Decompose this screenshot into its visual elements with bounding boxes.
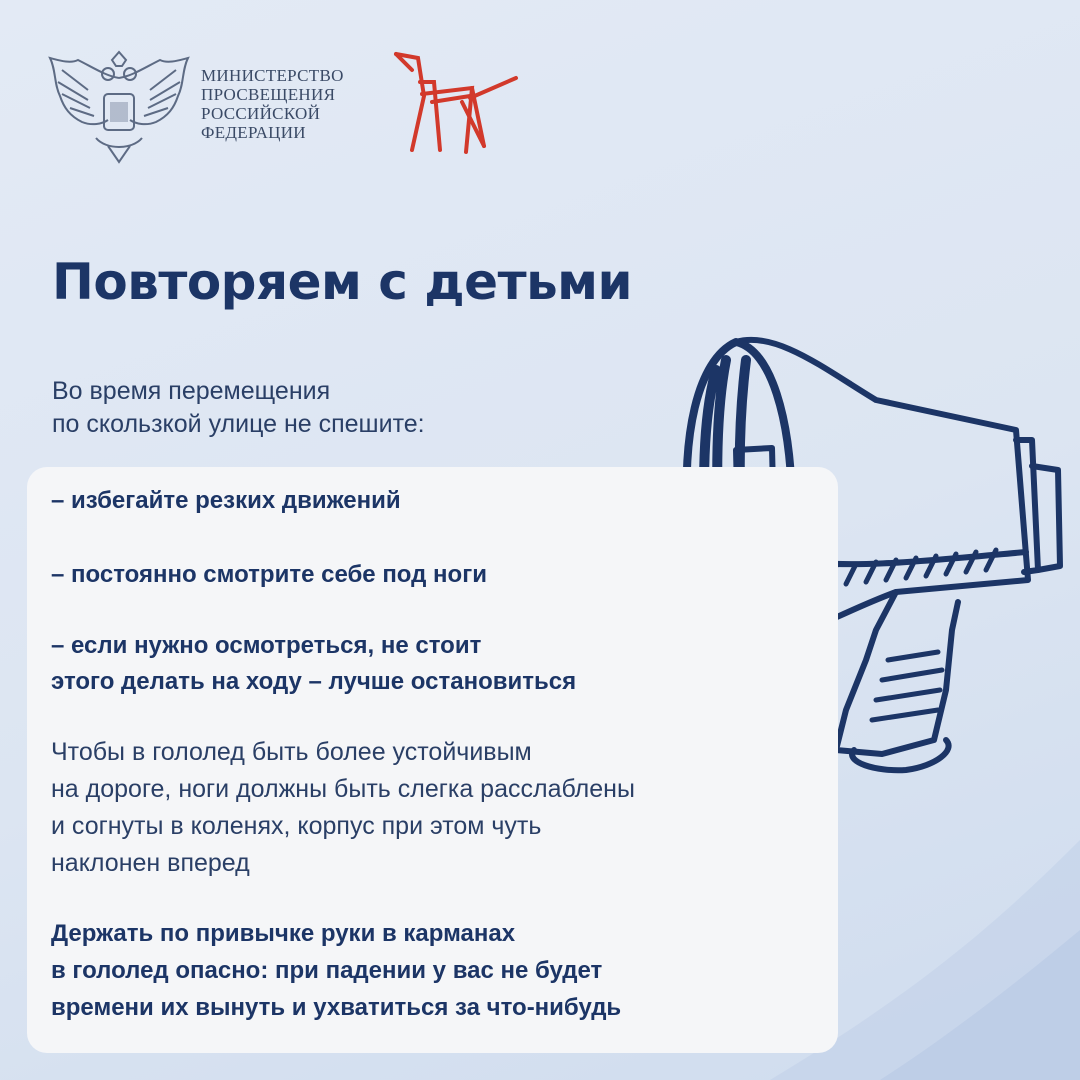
paragraph-line: Чтобы в гололед быть более устойчивым xyxy=(51,738,532,766)
intro-text xyxy=(52,375,612,441)
double-headed-eagle-icon xyxy=(48,50,190,166)
warning-line: времени их вынуть и ухватиться за что-нибудь xyxy=(51,994,622,1021)
tip-line: – избегайте резких движений xyxy=(51,487,401,514)
tip-item xyxy=(51,557,487,593)
paragraph-line: и согнуты в коленях, корпус при этом чуть xyxy=(51,812,542,840)
tip-line: – постоянно смотрите себе под ноги xyxy=(51,561,487,588)
ministry-line: ПРОСВЕЩЕНИЯ xyxy=(201,85,336,104)
intro-line: Во время перемещения xyxy=(52,377,331,405)
warning-line: в гололед опасно: при падении у вас не будет xyxy=(51,957,603,984)
page-title: Повторяем с детьми xyxy=(52,253,633,311)
tip-item xyxy=(51,628,576,700)
tip-item xyxy=(51,483,401,519)
warning-line: Держать по привычке руки в карманах xyxy=(51,920,516,947)
advice-card xyxy=(27,467,838,1053)
intro-line: по скользкой улице не спешите: xyxy=(52,410,425,438)
paragraph-line: на дороге, ноги должны быть слегка расслаблены xyxy=(51,775,635,803)
tip-line: – если нужно осмотреться, не стоит xyxy=(51,632,482,659)
ministry-line: РОССИЙСКОЙ xyxy=(201,104,321,123)
ministry-line: МИНИСТЕРСТВО xyxy=(201,66,344,85)
tip-line: этого делать на ходу – лучше остановиться xyxy=(51,668,577,695)
paragraph-line: наклонен вперед xyxy=(51,849,250,877)
ministry-line: ФЕДЕРАЦИИ xyxy=(201,123,306,142)
posture-paragraph xyxy=(51,734,821,882)
warning-paragraph xyxy=(51,915,821,1026)
horse-logo-icon xyxy=(392,50,522,160)
ministry-name xyxy=(201,66,391,142)
